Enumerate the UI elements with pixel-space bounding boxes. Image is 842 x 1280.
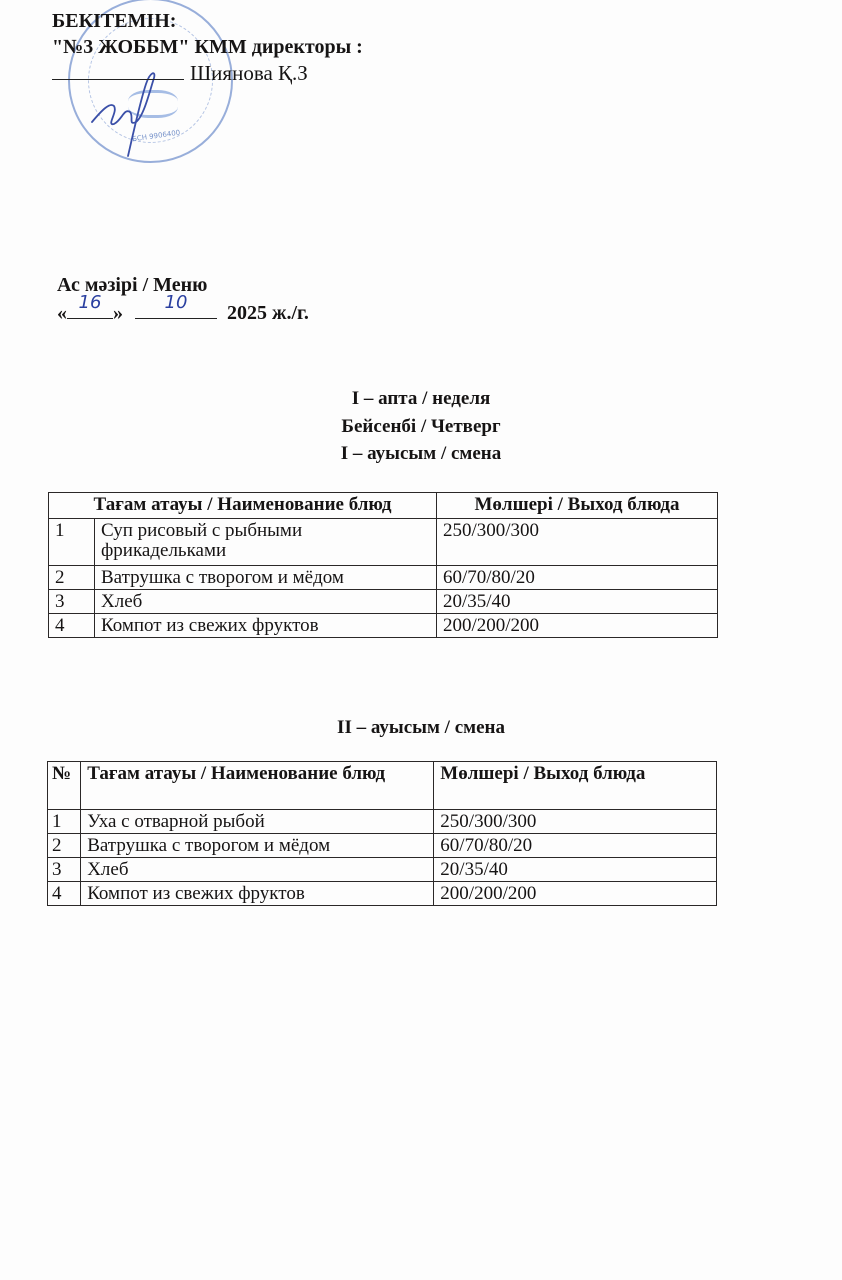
date-close-quote: » — [113, 302, 123, 324]
header-dish-name: Тағам атауы / Наименование блюд — [49, 493, 437, 519]
stamp-text: БСН 9906400 — [131, 128, 181, 144]
dish-name: Ватрушка с творогом и мёдом — [81, 834, 434, 858]
table-row — [48, 882, 717, 906]
dish-name: Уха с отварной рыбой — [81, 810, 434, 834]
day-heading: Бейсенбі / Четверг — [341, 416, 501, 437]
dish-name: Ватрушка с творогом и мёдом — [95, 566, 437, 590]
portion: 250/300/300 — [434, 810, 717, 834]
row-number: 2 — [49, 566, 95, 590]
table-row — [48, 858, 717, 882]
portion: 20/35/40 — [434, 858, 717, 882]
date-year: 2025 ж./г. — [227, 302, 309, 324]
week-heading: I – апта / неделя — [351, 388, 491, 409]
table-row — [49, 614, 718, 638]
row-number: 3 — [49, 590, 95, 614]
table-header-row — [48, 762, 717, 810]
shift2-menu-table — [47, 761, 717, 906]
date-day-value: 16 — [78, 292, 102, 313]
header-portion: Мөлшері / Выход блюда — [434, 762, 717, 810]
dish-name: Суп рисовый с рыбными фрикадельками — [95, 519, 437, 566]
dish-name: Компот из свежих фруктов — [95, 614, 437, 638]
signature-line — [52, 61, 184, 80]
table-row — [48, 834, 717, 858]
row-number: 1 — [48, 810, 81, 834]
dish-name: Хлеб — [81, 858, 434, 882]
approval-heading: БЕКІТЕМІН: — [52, 10, 177, 32]
row-number: 1 — [49, 519, 95, 566]
shift1-heading: I – ауысым / смена — [340, 443, 502, 464]
shift1-menu-table — [48, 492, 718, 638]
date-open-quote: « — [57, 302, 67, 324]
row-number: 3 — [48, 858, 81, 882]
portion: 60/70/80/20 — [434, 834, 717, 858]
row-number: 4 — [49, 614, 95, 638]
portion: 200/200/200 — [434, 882, 717, 906]
row-number: 2 — [48, 834, 81, 858]
shift2-heading: II – ауысым / смена — [337, 717, 505, 738]
date-month-field — [135, 292, 217, 319]
approval-block — [52, 8, 363, 87]
table-row — [49, 590, 718, 614]
portion: 20/35/40 — [437, 590, 718, 614]
portion: 200/200/200 — [437, 614, 718, 638]
table-header-row — [49, 493, 718, 519]
header-number: № — [48, 762, 81, 810]
date-day-field — [67, 292, 113, 319]
table-row — [49, 519, 718, 566]
table-row — [49, 566, 718, 590]
table-row — [48, 810, 717, 834]
portion: 60/70/80/20 — [437, 566, 718, 590]
menu-title: Ас мәзірі / Меню — [57, 274, 208, 296]
dish-name: Компот из свежих фруктов — [81, 882, 434, 906]
organization-line: "№3 ЖОББМ" КММ директоры : — [52, 36, 363, 58]
row-number: 4 — [48, 882, 81, 906]
header-portion: Мөлшері / Выход блюда — [437, 493, 718, 519]
header-dish-name: Тағам атауы / Наименование блюд — [81, 762, 434, 810]
director-name: Шиянова Қ.З — [190, 61, 308, 85]
dish-name: Хлеб — [95, 590, 437, 614]
menu-date — [57, 292, 309, 325]
portion: 250/300/300 — [437, 519, 718, 566]
date-month-value: 10 — [164, 292, 188, 313]
